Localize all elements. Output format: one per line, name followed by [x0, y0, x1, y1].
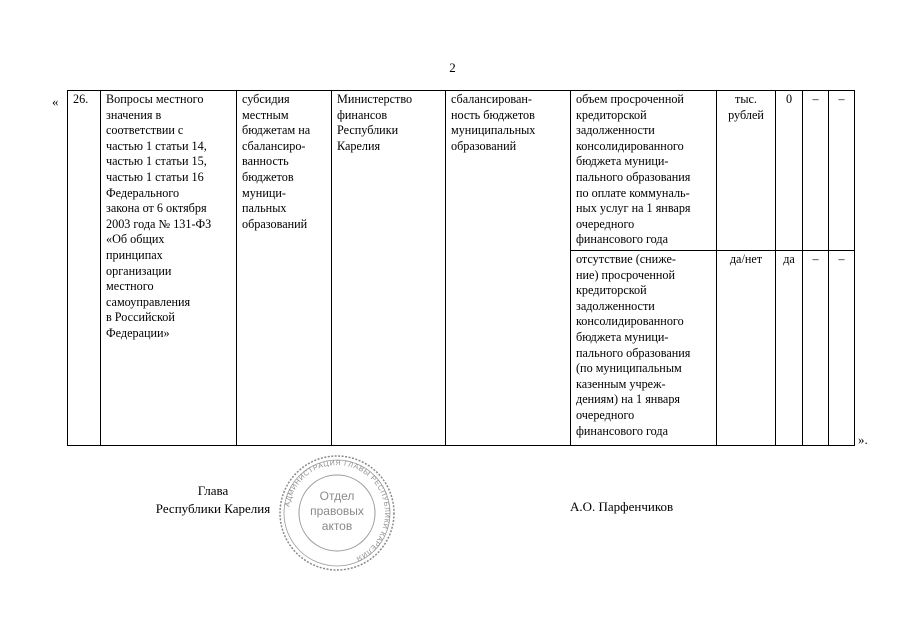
indicator-unit: [717, 251, 776, 446]
cell-line: консолидированного: [576, 314, 684, 329]
indicator-text: [571, 251, 717, 446]
cell-line: принципах: [106, 247, 163, 262]
subsidy-cell: [237, 91, 332, 446]
cell-line: бюджетов: [242, 169, 294, 184]
cell-line: пального образования: [576, 169, 691, 184]
cell-line: консолидированного: [576, 138, 684, 153]
cell-line: Федерального: [106, 185, 180, 200]
cell-line: частью 1 статьи 14,: [106, 138, 207, 153]
cell-line: ность бюджетов: [451, 107, 535, 122]
cell-line: рублей: [728, 107, 764, 122]
cell-line: Федерации»: [106, 325, 170, 340]
stamp-line-3: актов: [321, 519, 353, 533]
cell-line: самоуправления: [106, 294, 191, 309]
indicator-value: 0: [776, 91, 803, 251]
cell-line: организации: [106, 263, 172, 278]
cell-line: отсутствие (сниже-: [576, 252, 676, 266]
cell-line: Министерство: [337, 92, 413, 106]
cell-line: бюджетам на: [242, 123, 311, 138]
goal-cell: [446, 91, 571, 446]
cell-line: сбалансирован-: [451, 92, 532, 106]
cell-line: образований: [242, 216, 308, 231]
cell-line: по оплате коммуналь-: [576, 185, 690, 200]
cell-line: ванность: [242, 154, 289, 169]
cell-line: сбалансиро-: [242, 138, 306, 153]
indicators-table: [67, 90, 855, 446]
cell-line: Карелия: [337, 138, 381, 153]
indicator-value: да: [776, 251, 803, 446]
cell-line: пальных: [242, 201, 287, 216]
cell-line: 2003 года № 131-ФЗ: [106, 216, 212, 231]
row-number: 26.: [68, 91, 101, 446]
stamp-line-2: правовых: [310, 504, 364, 518]
cell-line: соответствии с: [106, 123, 184, 138]
signatory-title-line1: Глава: [197, 483, 229, 498]
ministry-cell: [332, 91, 446, 446]
cell-line: образований: [451, 138, 517, 153]
cell-line: в Российской: [106, 310, 175, 325]
stamp-line-1: Отдел: [319, 489, 355, 503]
cell-line: пального образования: [576, 345, 691, 360]
closing-quote: ».: [858, 432, 868, 447]
cell-line: ных услуг на 1 января: [576, 201, 691, 216]
cell-line: (по муниципальным: [576, 361, 682, 376]
cell-line: муниципальных: [451, 123, 536, 138]
indicator-col-b: –: [829, 251, 855, 446]
cell-line: муници-: [242, 185, 286, 200]
indicator-unit: [717, 91, 776, 251]
cell-line: финансового года: [576, 423, 669, 438]
cell-line: финансового года: [576, 232, 669, 247]
cell-line: ние) просроченной: [576, 267, 676, 282]
cell-line: да/нет: [729, 252, 763, 266]
issue-cell: [101, 91, 237, 446]
cell-line: местным: [242, 107, 289, 122]
cell-line: кредиторской: [576, 283, 647, 298]
cell-line: очередного: [576, 407, 635, 422]
indicator-col-b: –: [829, 91, 855, 251]
cell-line: кредиторской: [576, 107, 647, 122]
cell-line: очередного: [576, 216, 635, 231]
cell-line: задолженности: [576, 123, 655, 138]
cell-line: задолженности: [576, 298, 655, 313]
cell-line: дениям) на 1 января: [576, 392, 681, 407]
cell-line: Вопросы местного: [106, 92, 204, 106]
cell-line: закона от 6 октября: [106, 201, 207, 216]
cell-line: значения в: [106, 107, 162, 122]
cell-line: тыс.: [735, 92, 757, 106]
indicator-text: [571, 91, 717, 251]
cell-line: бюджета муници-: [576, 154, 669, 169]
page-number: 2: [449, 60, 456, 75]
cell-line: бюджета муници-: [576, 329, 669, 344]
cell-line: частью 1 статьи 16: [106, 169, 204, 184]
indicator-col-a: –: [803, 91, 829, 251]
cell-line: финансов: [337, 107, 388, 122]
cell-line: казенным учреж-: [576, 376, 666, 391]
signatory-title: [148, 482, 278, 518]
cell-line: объем просроченной: [576, 92, 684, 106]
cell-line: «Об общих: [106, 232, 165, 247]
indicator-col-a: –: [803, 251, 829, 446]
table-row: [68, 91, 855, 251]
cell-line: Республики: [337, 123, 399, 138]
signatory-title-line2: Республики Карелия: [155, 501, 271, 516]
signatory-name: А.О. Парфенчиков: [570, 499, 674, 514]
opening-quote: «: [52, 94, 59, 109]
cell-line: субсидия: [242, 92, 290, 106]
official-stamp: [278, 454, 396, 572]
cell-line: частью 1 статьи 15,: [106, 154, 207, 169]
cell-line: местного: [106, 279, 154, 294]
stamp-outer-text: АДМИНИСТРАЦИЯ ГЛАВЫ РЕСПУБЛИКИ КАРЕЛИЯ: [282, 457, 393, 564]
